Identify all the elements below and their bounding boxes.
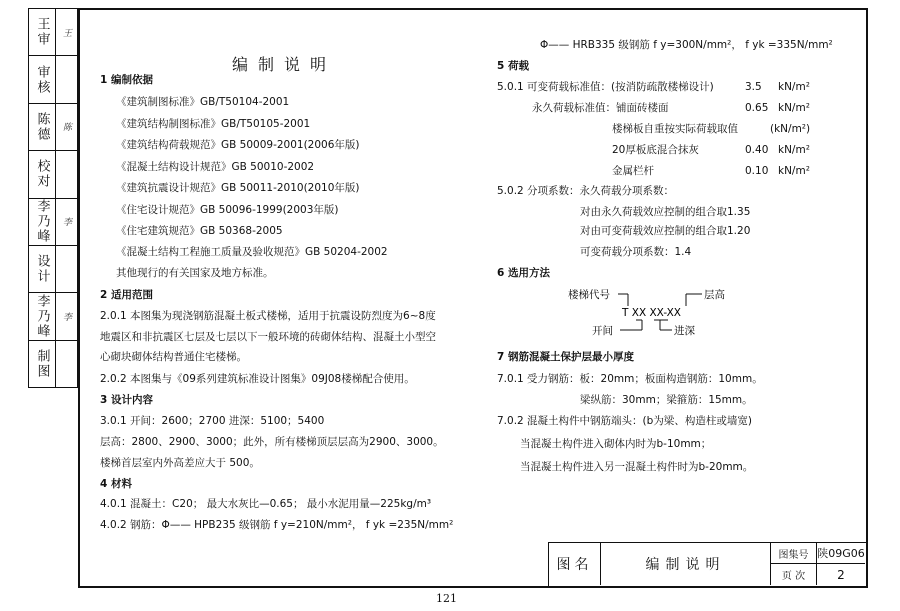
signature-cell	[29, 9, 77, 56]
signature-role: 陈德	[29, 104, 56, 150]
standard-tail: 其他现行的有关国家及地方标准。	[116, 267, 274, 279]
signature-name: 王	[61, 27, 71, 37]
signature-role: 审核	[29, 56, 56, 102]
load-value: 0.65	[745, 102, 769, 114]
section-heading: 4 材料	[100, 478, 132, 490]
section-heading: 6 选用方法	[497, 267, 550, 279]
load-label: 楼梯板自重按实际荷载取值	[612, 123, 738, 135]
signature-cell	[29, 56, 77, 103]
title-block-name: 编制说明	[601, 543, 771, 585]
signature-cell	[29, 246, 77, 293]
signature-name: 李	[61, 217, 71, 227]
page-number: 121	[436, 592, 457, 605]
code-pattern: T XX XX-XX	[622, 307, 681, 319]
section-heading: 7 钢筋混凝土保护层最小厚度	[497, 351, 634, 363]
load-label: 永久荷载标准值：铺面砖楼面	[532, 102, 669, 114]
load-label: 金属栏杆	[612, 165, 654, 177]
signature-role: 李乃峰	[29, 199, 56, 245]
body-text: 当混凝土构件进入砌体内时为b-10mm；	[520, 438, 712, 450]
selection-code-diagram	[560, 282, 760, 342]
signature-role: 校对	[29, 151, 56, 197]
signature-name: 陈	[61, 122, 71, 132]
body-text: 可变荷载分项系数：1.4	[580, 246, 692, 258]
signature-name	[56, 341, 77, 387]
load-unit: kN/m²	[778, 81, 810, 93]
body-text: 5.0.2 分项系数：永久荷载分项系数：	[497, 185, 675, 197]
body-text: 对由可变荷载效应控制的组合取1.20	[580, 225, 751, 237]
load-value: 3.5	[745, 81, 762, 93]
section-heading: 2 适用范围	[100, 289, 153, 301]
standard-item: 《建筑抗震设计规范》GB 50011-2010(2010年版)	[116, 182, 360, 194]
standard-item: 《混凝土结构工程施工质量及验收规范》GB 50204-2002	[116, 246, 388, 258]
title-block-atlas: 陕09G06	[817, 543, 865, 564]
body-text: 4.0.1 混凝土：C20； 最大水灰比—0.65； 最小水泥用量—225kg/m³	[100, 498, 432, 510]
signature-name: 李	[61, 311, 71, 321]
code-label: 楼梯代号	[568, 289, 610, 301]
body-text: 7.0.1 受力钢筋：板：20mm；板面构造钢筋：10mm。	[497, 373, 763, 385]
load-unit: kN/m²	[778, 165, 810, 177]
section-heading: 3 设计内容	[100, 394, 153, 406]
title-block-page: 2	[837, 567, 845, 582]
body-text: 对由永久荷载效应控制的组合取1.35	[580, 206, 751, 218]
title-block-page-label: 页 次	[771, 564, 817, 585]
body-text: 心砌块砌体结构普通住宅楼梯。	[100, 351, 247, 363]
signature-cell	[29, 151, 77, 198]
section-heading: 1 编制依据	[100, 74, 153, 86]
signature-role: 李乃峰	[29, 293, 56, 339]
signature-role: 王审	[29, 9, 56, 55]
standard-item: 《建筑结构制图标准》GB/T50105-2001	[116, 118, 311, 130]
signature-cell	[29, 293, 77, 340]
standard-item: 《混凝土结构设计规范》GB 50010-2002	[116, 161, 315, 173]
body-text: 4.0.2 钢筋：Φ—— HPB235 级钢筋 f y=210N/mm²， f yk =235N/mm²	[100, 519, 454, 531]
height-label: 层高	[704, 289, 725, 301]
body-text: 3.0.1 开间：2600；2700 进深：5100；5400	[100, 415, 325, 427]
load-unit: kN/m²	[778, 102, 810, 114]
signature-name	[56, 246, 77, 292]
body-text: 楼梯首层室内外高差应大于 500。	[100, 457, 260, 469]
body-text: 2.0.1 本图集为现浇钢筋混凝土板式楼梯，适用于抗震设防烈度为6~8度	[100, 310, 436, 322]
body-text: 层高：2800、2900、3000；此外，所有楼梯顶层层高为2900、3000。	[100, 436, 444, 448]
signature-name	[56, 151, 77, 197]
depth-label: 进深	[674, 325, 695, 337]
load-value: 0.10	[745, 165, 769, 177]
section-heading: 5 荷载	[497, 60, 529, 72]
body-text: 2.0.2 本图集与《09系列建筑标准设计图集》09J08楼梯配合使用。	[100, 373, 415, 385]
title-block-atlas-label: 图集号	[771, 543, 817, 564]
standard-item: 《住宅建筑规范》GB 50368-2005	[116, 225, 283, 237]
page-title: 编制说明	[232, 55, 337, 74]
signature-role: 设计	[29, 246, 56, 292]
load-unit: (kN/m²)	[770, 123, 811, 135]
signature-cell	[29, 104, 77, 151]
load-value: 0.40	[745, 144, 769, 156]
body-text: 地震区和非抗震区七层及七层以下一般环境的砖砌体结构、混凝土小型空	[100, 331, 436, 343]
body-text: 梁纵筋：30mm；梁箍筋：15mm。	[580, 394, 753, 406]
signature-column	[28, 8, 78, 388]
body-text: 当混凝土构件进入另一混凝土构件时为b-20mm。	[520, 461, 754, 473]
signature-role: 制图	[29, 341, 56, 387]
signature-cell	[29, 341, 77, 387]
title-block-name-label: 图名	[549, 543, 601, 585]
signature-cell	[29, 199, 77, 246]
body-text: Φ—— HRB335 级钢筋 f y=300N/mm²， f yk =335N/mm²	[540, 39, 833, 51]
standard-item: 《住宅设计规范》GB 50096-1999(2003年版)	[116, 204, 339, 216]
bay-label: 开间	[592, 325, 613, 337]
load-label: 5.0.1 可变荷载标准值：(按消防疏散楼梯设计)	[497, 81, 714, 93]
body-text: 7.0.2 混凝土构件中钢筋端头：(b为梁、构造柱或墙宽)	[497, 415, 752, 427]
standard-item: 《建筑制图标准》GB/T50104-2001	[116, 96, 290, 108]
title-block	[548, 542, 866, 586]
signature-name	[56, 56, 77, 102]
standard-item: 《建筑结构荷载规范》GB 50009-2001(2006年版)	[116, 139, 360, 151]
load-unit: kN/m²	[778, 144, 810, 156]
load-label: 20厚板底混合抹灰	[612, 144, 699, 156]
